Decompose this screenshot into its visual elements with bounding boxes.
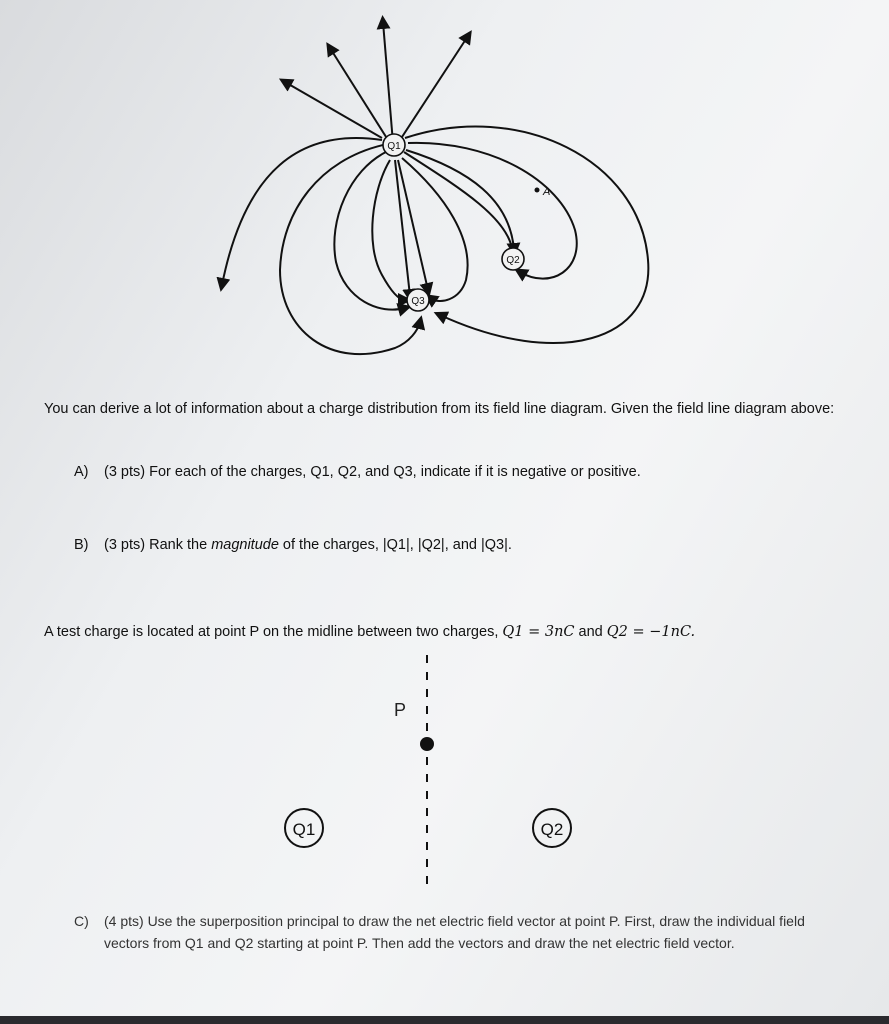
charge-q2 bbox=[502, 248, 524, 270]
question-a-text: (3 pts) For each of the charges, Q1, Q2, and Q3, indicate if it is negative or positive. bbox=[104, 464, 641, 480]
question-c-label: C) bbox=[74, 913, 89, 929]
point-a bbox=[535, 186, 551, 198]
field-line-q1-q3-outer bbox=[405, 126, 648, 343]
field-line-q1-q2-outer bbox=[404, 152, 512, 248]
point-p-label: P bbox=[394, 700, 407, 720]
field-line-q1-q2-inner bbox=[406, 150, 514, 250]
field-line-q1-q3-d bbox=[402, 158, 468, 301]
field-line-q1-q3-f bbox=[280, 145, 420, 354]
question-b-prefix: (3 pts) Rank the bbox=[104, 537, 212, 553]
test-charge-and: and bbox=[574, 624, 607, 640]
test-charge-q1: Q1 = 3nC bbox=[502, 624, 575, 640]
test-charge-q2: Q2 = −1nC. bbox=[606, 624, 696, 640]
test-charge-statement bbox=[44, 622, 695, 642]
point-p bbox=[420, 737, 434, 751]
field-line-upleft bbox=[330, 48, 388, 140]
question-c bbox=[74, 910, 844, 954]
intro-paragraph: You can derive a lot of information about a charge distribution from its field line diagram. Given the field line diagram above: bbox=[44, 401, 835, 417]
field-line-left bbox=[285, 82, 382, 138]
question-a bbox=[74, 462, 641, 482]
charge-1-circle bbox=[285, 809, 323, 847]
question-b-emphasis: magnitude bbox=[211, 537, 279, 553]
question-c-text: (4 pts) Use the superposition principal to draw the net electric field vector at point P. First, draw the individual field vectors from Q1 and Q2 starting at point P. Then add the vectors and draw the net electric field vector. bbox=[104, 913, 805, 951]
charge-1-label: Q1 bbox=[292, 820, 316, 839]
q3-label: Q3 bbox=[411, 296, 425, 307]
point-a-label: A bbox=[543, 186, 551, 198]
charge-2-circle bbox=[533, 809, 571, 847]
question-a-label: A) bbox=[74, 464, 89, 480]
field-line-up bbox=[383, 22, 393, 143]
field-line-q1-q3-c bbox=[372, 160, 405, 300]
question-b-suffix: of the charges, |Q1|, |Q2|, and |Q3|. bbox=[278, 537, 512, 553]
q1-label: Q1 bbox=[387, 141, 401, 152]
charge-q3 bbox=[407, 289, 429, 311]
field-line-upright bbox=[400, 36, 468, 140]
charge-q1 bbox=[383, 134, 405, 156]
question-b-label: B) bbox=[74, 537, 89, 553]
bottom-edge bbox=[0, 1016, 889, 1024]
field-line-q1-q3-e bbox=[334, 152, 405, 310]
field-line-far-left bbox=[222, 138, 382, 285]
charge-2-label: Q2 bbox=[540, 820, 564, 839]
question-b bbox=[74, 535, 512, 555]
test-charge-prefix: A test charge is located at point P on the midline between two charges, bbox=[44, 624, 503, 640]
q2-label: Q2 bbox=[506, 255, 520, 266]
field-line-q1-q2-mid bbox=[408, 143, 577, 279]
